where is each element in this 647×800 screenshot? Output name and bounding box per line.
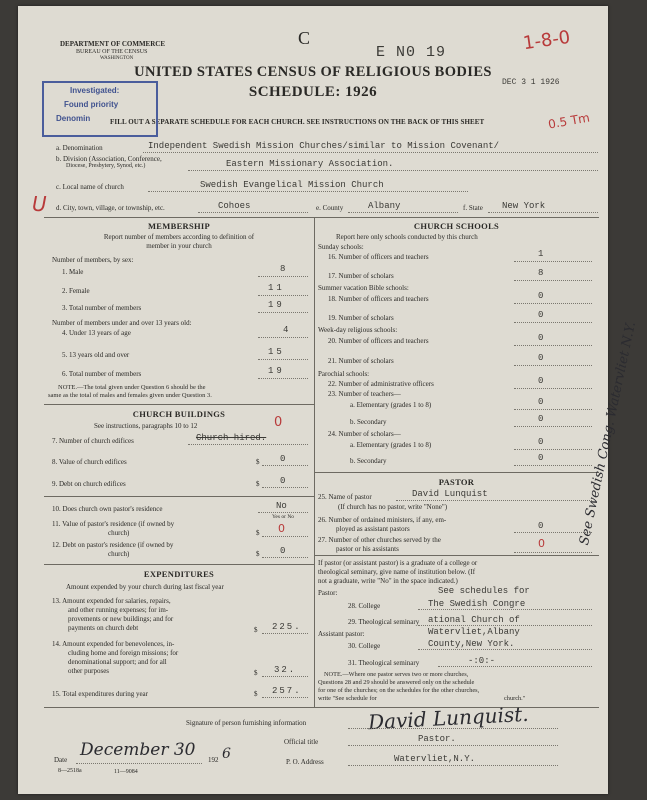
red-u-mark: U [32,192,47,216]
q13-line [262,633,308,634]
pastor-note-2: Questions 28 and 29 should be answered only on the schedule [318,679,475,686]
q31-label: 31. Theological seminary [348,659,420,667]
rule-buildings [44,404,314,405]
stamp-line-2: Found priority [64,100,119,109]
q15-value: 257. [272,686,302,696]
q19-value: 0 [538,310,544,320]
q21-value: 0 [538,353,544,363]
division-label: b. Division (Association, Conference, [56,155,162,163]
q6-value: 19 [268,366,285,376]
local-name-label: c. Local name of church [56,183,124,191]
q19-label: 19. Number of scholars [328,314,394,322]
city-value: Cohoes [218,201,251,211]
weekday-label: Week-day religious schools: [318,326,398,334]
q22-label: 22. Number of administrative officers [328,380,434,388]
q27-label-2: pastor or his assistants [336,545,399,553]
membership-title: MEMBERSHIP [147,221,211,231]
schedule-title: SCHEDULE: 1926 [248,84,378,100]
q15-dollar: $ [254,690,258,698]
signature-line [348,728,558,729]
q28-line [418,609,592,610]
date-stamp: DEC 3 1 1926 [502,78,560,87]
q11-line [262,536,308,537]
q18-line [514,303,592,304]
pastor-note-5: church." [504,695,526,702]
q3-label: 3. Total number of members [62,304,142,312]
city-label: WASHINGTON [100,56,134,61]
q13-dollar: $ [254,626,258,634]
q4-line [258,337,308,338]
q18-value: 0 [538,291,544,301]
q23b-label: b. Secondary [350,418,387,426]
q11-dollar: $ [256,529,260,537]
q24b-line [514,465,592,466]
q29-line [418,625,592,626]
q7-label: 7. Number of church edifices [52,437,134,445]
q8-value: 0 [280,454,286,464]
q31-line [438,666,592,667]
year-digit: 6 [222,746,231,762]
q1-value: 8 [280,264,286,274]
q14-label-2: cluding home and foreign missions; for [68,649,179,657]
q22-line [514,388,592,389]
q23b-line [514,426,592,427]
q26-label-1: 26. Number of ordained ministers, if any, em- [318,516,447,524]
po-value: Watervliet,N.Y. [394,754,476,764]
date-line [76,763,202,764]
pastor-title: PASTOR [438,477,475,487]
q14-line [262,676,308,677]
membership-intro-2: member in your church [146,242,212,250]
yes-no-hint: Yes or No [272,514,295,520]
q10-line [258,512,308,513]
q13-label-3: provements or new buildings; and for [68,615,174,623]
q15-line [262,697,308,698]
q30-line [418,649,592,650]
q4-value: 4 [283,325,289,335]
year-prefix: 192 [208,756,219,764]
q20-line [514,345,592,346]
parochial-label: Parochial schools: [318,370,370,378]
rule-pastor [314,472,599,473]
assistant-note: Watervliet,Albany [428,627,520,637]
q12-line [262,557,308,558]
right-red-mark: 0.5 Tm [547,110,591,132]
form-number: E N0 19 [376,44,447,61]
local-name-line [148,191,468,192]
q1-line [258,276,308,277]
q11-label: 11. Value of pastor's residence (if owned by [52,520,175,528]
q24-label: 24. Number of scholars— [328,430,401,438]
q28-value: The Swedish Congre [428,599,526,609]
division-label-2: Diocese, Presbytery, Synod, etc.) [66,163,146,169]
q23a-label: a. Elementary (grades 1 to 8) [350,401,432,409]
pastor-sub-label: Pastor: [318,589,338,597]
membership-note-2: same as the total of males and females given under Question 3. [48,392,212,399]
q25-line [396,500,592,501]
q7-value: Church hired. [196,433,267,443]
date-label: Date [54,756,68,764]
census-form [18,6,640,794]
bureau-label: BUREAU OF THE CENSUS [76,49,148,55]
q17-label: 17. Number of scholars [328,272,394,280]
q13-value: 225. [272,622,302,632]
expenditures-intro: Amount expended by your church during last fiscal year [66,583,224,591]
state-line [488,212,598,213]
q3-value: 19 [268,300,285,310]
q14-label-4: other purposes [68,667,110,675]
form-title: UNITED STATES CENSUS OF RELIGIOUS BODIES [134,64,492,80]
red-c-mark: C [298,28,311,48]
q7-line [188,444,308,445]
q5-line [258,359,308,360]
q9-line [262,487,308,488]
q9-dollar: $ [256,480,260,488]
assistant-sub-label: Assistant pastor: [318,630,365,638]
q16-label: 16. Number of officers and teachers [328,253,429,261]
q24a-line [514,449,592,450]
q11-label-2: church) [108,529,130,537]
q23-label: 23. Number of teachers— [328,390,401,398]
buildings-title: CHURCH BUILDINGS [132,409,226,419]
print-code-2: 11—9084 [114,769,138,775]
q8-label: 8. Value of church edifices [52,458,127,466]
local-name-value: Swedish Evangelical Mission Church [200,180,384,190]
county-value: Albany [368,201,401,211]
pastor-note-3: for one of the churches; on the schedules for the other churches, [318,687,480,694]
q24a-label: a. Elementary (grades 1 to 8) [350,441,432,449]
grad-note-2: theological seminary, give name of institution below. (If [318,568,476,576]
q1-label: 1. Male [62,268,84,276]
grad-note-1: If pastor (or assistant pastor) is a graduate of a college or [318,559,478,567]
q8-line [262,465,308,466]
date-value: December 30 [80,740,196,760]
q30-value: County,New York. [428,639,515,649]
q2-value: 11 [268,283,285,293]
q26-value: 0 [538,521,544,531]
q30-label: 30. College [348,642,381,650]
county-line [348,212,458,213]
schools-title: CHURCH SCHOOLS [413,221,500,231]
rule-residence [44,496,314,497]
q3-line [258,312,308,313]
city-line [198,212,308,213]
q12-dollar: $ [256,550,260,558]
q2-line [258,295,308,296]
q13-label-2: and other running expenses; for im- [68,606,169,614]
buildings-red-mark: 0 [274,415,283,430]
q21-label: 21. Number of scholars [328,357,394,365]
q9-label: 9. Debt on church edifices [52,480,126,488]
grad-note-3: not a graduate, write "No" in the space indicated.) [318,577,458,585]
q27-label-1: 27. Number of other churches served by the [318,536,441,544]
buildings-see: See instructions, paragraphs 10 to 12 [94,422,198,430]
q17-line [514,280,592,281]
q12-value: 0 [280,546,286,556]
q14-value: 32. [274,665,297,675]
q18-label: 18. Number of officers and teachers [328,295,429,303]
official-title-label: Official title [284,738,319,746]
q24a-value: 0 [538,437,544,447]
membership-note-1: NOTE.—The total given under Question 6 should be the [58,384,206,391]
q23b-value: 0 [538,414,544,424]
q25-value: David Lunquist [412,489,488,499]
q23a-line [514,409,592,410]
q12-label-2: church) [108,550,130,558]
q16-value: 1 [538,249,544,259]
dept-label: DEPARTMENT OF COMMERCE [60,40,166,48]
official-title-value: Pastor. [418,734,456,744]
denomination-label: a. Denomination [56,144,103,152]
stamp-line-1: Investigated: [70,86,120,95]
membership-intro-1: Report number of members according to definition of [103,233,255,241]
q23a-value: 0 [538,397,544,407]
sunday-label: Sunday schools: [318,243,364,251]
denomination-value: Independent Swedish Mission Churches/similar to Mission Covenant/ [148,141,500,151]
state-value: New York [502,201,546,211]
q27-value: 0 [538,537,545,550]
q10-value: No [276,501,287,511]
signature-value: David Lunquist. [367,701,530,735]
q22-value: 0 [538,376,544,386]
q5-label: 5. 13 years old and over [62,351,130,359]
rule-grad [314,555,599,556]
rule-expenditures [44,564,314,565]
po-label: P. O. Address [286,758,324,766]
q13-label-4: payments on church debt [68,624,139,632]
state-label: f. State [463,204,483,212]
q24b-label: b. Secondary [350,457,387,465]
q28-label: 28. College [348,602,381,610]
q19-line [514,322,592,323]
q6-line [258,378,308,379]
q11-value: 0 [278,522,285,535]
po-line [348,765,558,766]
division-line [188,170,598,171]
q21-line [514,365,592,366]
q20-label: 20. Number of officers and teachers [328,337,429,345]
q14-label-1: 14. Amount expended for benevolences, in- [52,640,175,648]
rule-top [44,217,599,218]
q9-value: 0 [280,476,286,486]
division-value: Eastern Missionary Association. [226,159,394,169]
q13-label-1: 13. Amount expended for salaries, repairs, [52,597,171,605]
q26-label-2: ployed as assistant pastors [336,525,410,533]
q6-label: 6. Total number of members [62,370,142,378]
county-label: e. County [316,204,344,212]
q10-label: 10. Does church own pastor's residence [52,505,163,513]
q25-hint: (If church has no pastor, write "None") [338,503,448,511]
q20-value: 0 [538,333,544,343]
q29-value: ational Church of [428,615,520,625]
q12-label: 12. Debt on pastor's residence (if owned by [52,541,174,549]
margin-note: See Swedish Cong. Watervliet N.Y. [576,320,640,547]
stamp-line-3: Denomin [56,114,91,123]
q5-value: 15 [268,347,285,357]
q17-value: 8 [538,268,544,278]
schools-intro: Report here only schools conducted by this church [336,233,478,241]
q29-label: 29. Theological seminary [348,618,420,626]
pastor-note: See schedules for [438,586,530,596]
q24b-value: 0 [538,453,544,463]
denomination-line [143,152,598,153]
q14-dollar: $ [254,669,258,677]
investigated-stamp [42,81,158,137]
q2-label: 2. Female [62,287,90,295]
q4-label: 4. Under 13 years of age [62,329,131,337]
q8-dollar: $ [256,458,260,466]
official-title-line [348,745,558,746]
age-label: Number of members under and over 13 years old: [52,319,192,327]
summer-label: Summer vacation Bible schools: [318,284,409,292]
instruction-line: FILL OUT A SEPARATE SCHEDULE FOR EACH CHURCH. SEE INSTRUCTIONS ON THE BACK OF THIS SHEET [110,118,485,126]
q25-label: 25. Name of pastor [318,493,372,501]
pastor-note-1: NOTE.—Where one pastor serves two or more churches, [324,671,469,678]
q31-value: -:0:- [468,656,496,666]
print-code: 8—2518a [58,768,82,774]
city-label-field: d. City, town, village, or township, etc. [56,204,165,212]
topright-mark: 1-8-0 [521,26,572,55]
by-sex-label: Number of members, by sex: [52,256,134,264]
q15-label: 15. Total expenditures during year [52,690,148,698]
rule-center [314,217,315,707]
q16-line [514,261,592,262]
expenditures-title: EXPENDITURES [143,569,215,579]
q14-label-3: denominational support; and for all [68,658,167,666]
pastor-note-4: write "See schedule for [318,695,377,702]
signature-label: Signature of person furnishing information [186,719,307,727]
